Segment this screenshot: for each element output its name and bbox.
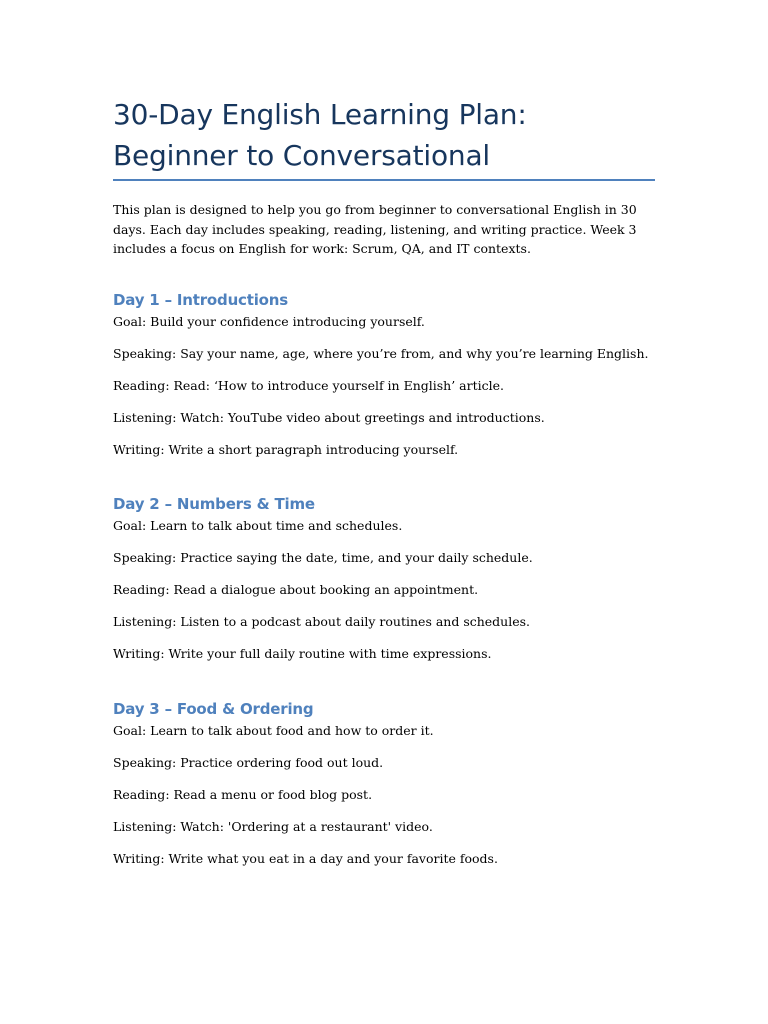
goal-line: Goal: Learn to talk about time and schedules. bbox=[113, 518, 403, 533]
speaking-line: Speaking: Practice ordering food out loud. bbox=[113, 755, 384, 770]
day-heading: Day 2 – Numbers & Time bbox=[113, 495, 315, 513]
speaking-line: Speaking: Practice saying the date, time, and your daily schedule. bbox=[113, 550, 533, 565]
intro-paragraph: This plan is designed to help you go from beginner to conversational English in 30 days. Each day includes speaking, reading, listening, and writing practice. Week 3 includes a focus on English for work: Scrum, QA, and IT contexts. bbox=[113, 202, 637, 256]
speaking-line: Speaking: Say your name, age, where you’re from, and why you’re learning English. bbox=[113, 346, 649, 361]
day-2-section bbox=[113, 492, 655, 677]
day-heading: Day 1 – Introductions bbox=[113, 291, 288, 309]
reading-line: Reading: Read a dialogue about booking an appointment. bbox=[113, 582, 479, 597]
goal-line: Goal: Learn to talk about food and how to order it. bbox=[113, 723, 434, 738]
title-underline bbox=[113, 179, 655, 181]
day-heading: Day 3 – Food & Ordering bbox=[113, 700, 314, 718]
goal-line: Goal: Build your confidence introducing yourself. bbox=[113, 314, 425, 329]
writing-line: Writing: Write a short paragraph introducing yourself. bbox=[113, 442, 459, 457]
writing-line: Writing: Write your full daily routine with time expressions. bbox=[113, 646, 492, 661]
reading-line: Reading: Read a menu or food blog post. bbox=[113, 787, 373, 802]
day-3-section bbox=[113, 697, 655, 882]
day-1-section bbox=[113, 288, 655, 473]
document-title: 30-Day English Learning Plan: Beginner to Conversational bbox=[113, 98, 527, 172]
writing-line: Writing: Write what you eat in a day and your favorite foods. bbox=[113, 851, 498, 866]
listening-line: Listening: Watch: YouTube video about greetings and introductions. bbox=[113, 410, 545, 425]
reading-line: Reading: Read: ‘How to introduce yourself in English’ article. bbox=[113, 378, 504, 393]
listening-line: Listening: Watch: 'Ordering at a restaurant' video. bbox=[113, 819, 433, 834]
listening-line: Listening: Listen to a podcast about daily routines and schedules. bbox=[113, 614, 531, 629]
